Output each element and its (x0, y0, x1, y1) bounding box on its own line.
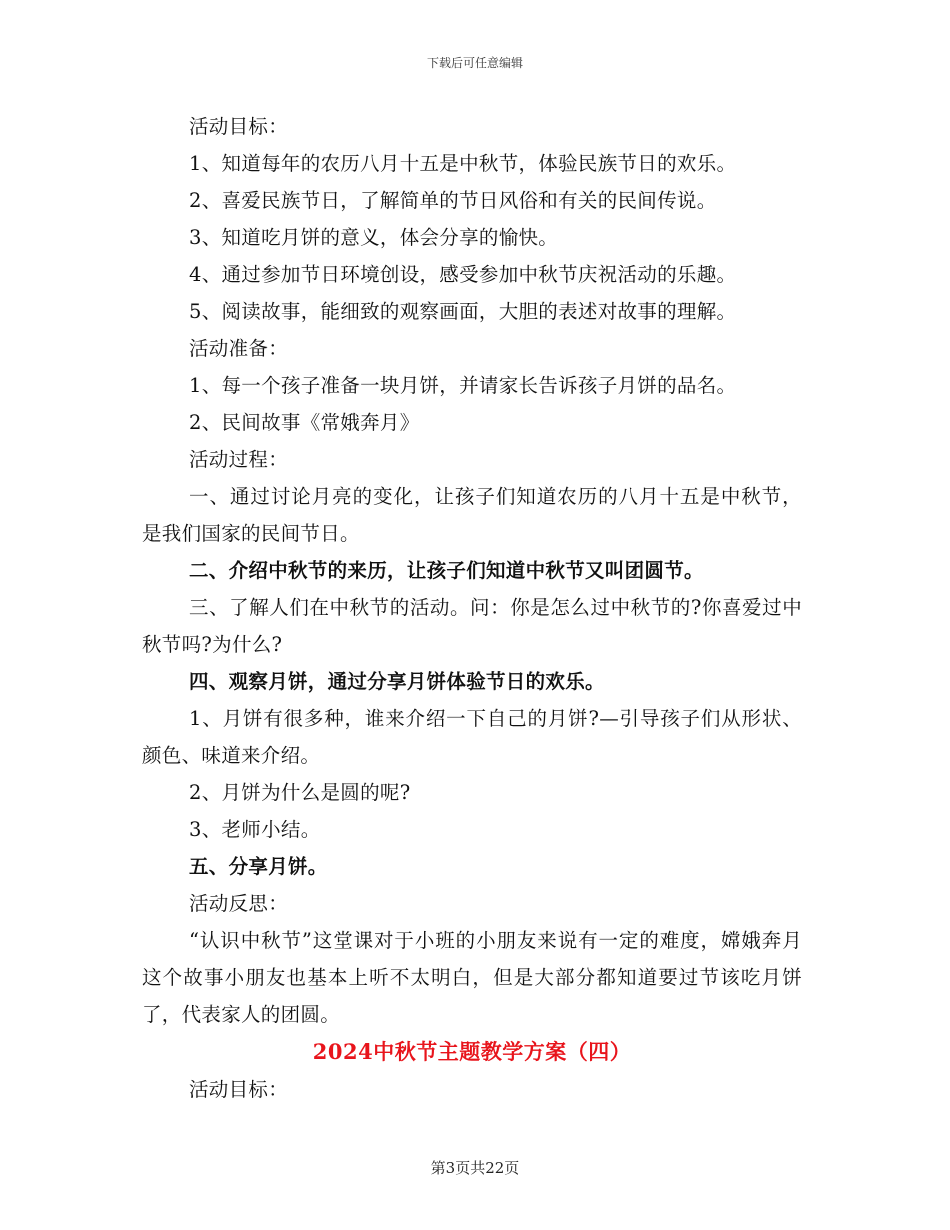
paragraph: 3、知道吃月饼的意义，体会分享的愉快。 (189, 226, 559, 249)
section-title: 2024中秋节主题教学方案（四） (312, 1039, 632, 1064)
paragraph: 2、月饼为什么是圆的呢? (189, 781, 411, 804)
paragraph: 活动反思： (189, 892, 289, 915)
paragraph: “认识中秋节”这堂课对于小班的小朋友来说有一定的难度，嫦娥奔月这个故事小朋友也基本上听不太明白，但是大部分都知道要过节该吃月饼了，代表家人的团圆。 (142, 929, 802, 1026)
paragraph-after-title: 活动目标： (189, 1078, 289, 1101)
paragraph: 活动准备： (189, 337, 289, 360)
paragraph: 一、通过讨论月亮的变化，让孩子们知道农历的八月十五是中秋节，是我们国家的民间节日。 (142, 485, 802, 545)
page-header: 下载后可任意编辑 (426, 56, 523, 70)
paragraph: 3、老师小结。 (189, 818, 321, 841)
paragraph: 5、阅读故事，能细致的观察画面，大胆的表述对故事的理解。 (189, 300, 737, 323)
paragraph: 1、月饼有很多种，谁来介绍一下自己的月饼?—引导孩子们从形状、颜色、味道来介绍。 (142, 707, 802, 767)
paragraph: 二、介绍中秋节的来历，让孩子们知道中秋节又叫团圆节。 (189, 559, 704, 582)
paragraph: 1、知道每年的农历八月十五是中秋节，体验民族节日的欢乐。 (189, 152, 737, 175)
paragraph: 四、观察月饼，通过分享月饼体验节日的欢乐。 (189, 670, 605, 693)
paragraph: 三、了解人们在中秋节的活动。问：你是怎么过中秋节的?你喜爱过中秋节吗?为什么? (142, 596, 802, 656)
paragraph: 活动过程： (189, 448, 289, 471)
paragraph-list (142, 108, 802, 1033)
paragraph: 2、喜爱民族节日，了解简单的节日风俗和有关的民间传说。 (189, 189, 717, 212)
paragraph: 1、每一个孩子准备一块月饼，并请家长告诉孩子月饼的品名。 (189, 374, 737, 397)
paragraph: 五、分享月饼。 (189, 855, 328, 878)
paragraph: 2、民间故事《常娥奔月》 (189, 411, 420, 434)
paragraph: 4、通过参加节日环境创设，感受参加中秋节庆祝活动的乐趣。 (189, 263, 737, 286)
page-footer: 第3页共22页 (430, 1159, 520, 1177)
paragraph: 活动目标： (189, 115, 289, 138)
document-body (142, 108, 802, 1108)
